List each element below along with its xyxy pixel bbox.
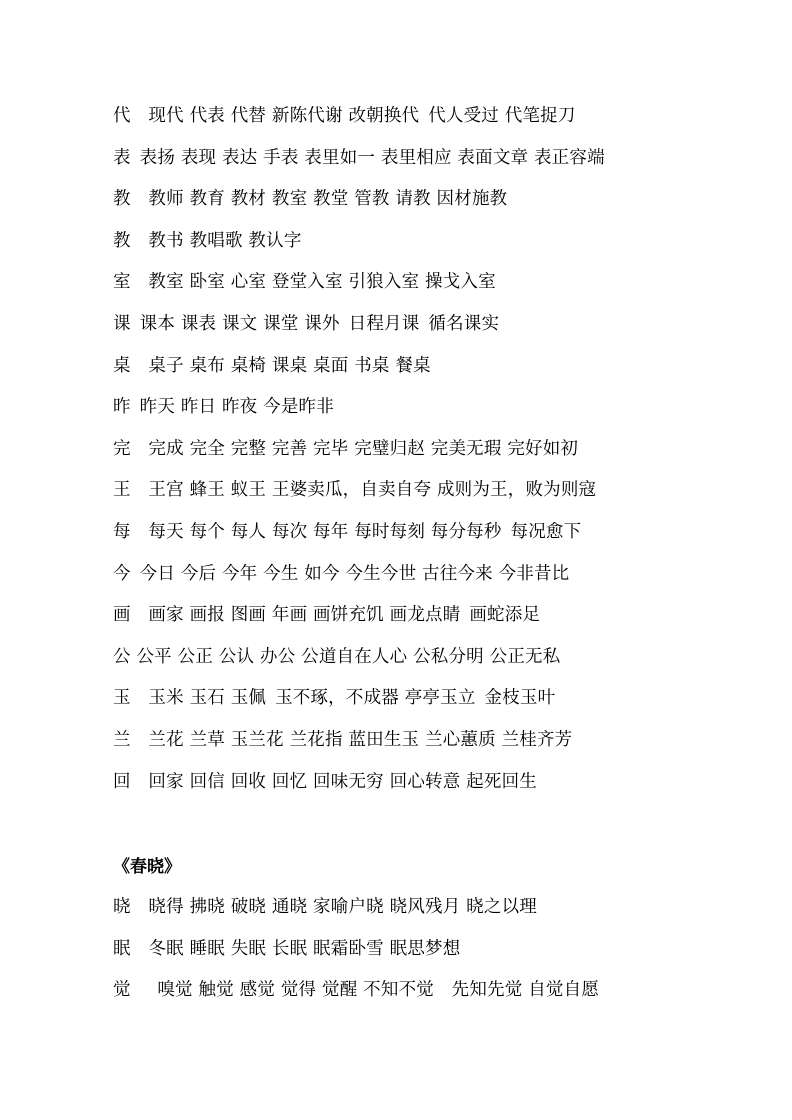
vocabulary-line: 王 王宫 蜂王 蚁王 王婆卖瓜，自卖自夸 成则为王，败为则寇 xyxy=(113,480,597,501)
vocabulary-line: 代 现代 代表 代替 新陈代谢 改朝换代 代人受过 代笔捉刀 xyxy=(113,106,576,126)
vocabulary-line: 玉 玉米 玉石 玉佩 玉不琢，不成器 亭亭玉立 金枝玉叶 xyxy=(113,688,556,709)
vocabulary-line: 表 表扬 表现 表达 手表 表里如一 表里相应 表面文章 表正容端 xyxy=(113,147,605,168)
vocabulary-line: 兰 兰花 兰草 玉兰花 兰花指 蓝田生玉 兰心蕙质 兰桂齐芳 xyxy=(113,729,573,750)
vocabulary-line: 晓 晓得 拂晓 破晓 通晓 家喻户晓 晓风残月 晓之以理 xyxy=(113,897,537,918)
section-heading-chunxiao: 《春晓》 xyxy=(113,857,181,878)
vocabulary-line: 每 每天 每个 每人 每次 每年 每时每刻 每分每秒 每况愈下 xyxy=(113,521,582,542)
vocabulary-section-one xyxy=(113,96,713,803)
vocabulary-line: 觉 嗅觉 触觉 感觉 觉得 觉醒 不知不觉 先知先觉 自觉自愿 xyxy=(113,980,600,1001)
vocabulary-line: 眠 冬眠 睡眠 失眠 长眠 眠霜卧雪 眠思梦想 xyxy=(113,938,461,959)
section-spacer xyxy=(113,803,713,847)
vocabulary-line: 画 画家 画报 图画 年画 画饼充饥 画龙点睛 画蛇添足 xyxy=(113,605,541,626)
vocabulary-section-two xyxy=(113,847,713,1012)
vocabulary-line: 室 教室 卧室 心室 登堂入室 引狼入室 操戈入室 xyxy=(113,272,496,293)
vocabulary-line: 课 课本 课表 课文 课堂 课外 日程月课 循名课实 xyxy=(113,313,500,334)
document-body xyxy=(113,96,713,1012)
vocabulary-line: 昨 昨天 昨日 昨夜 今是昨非 xyxy=(113,397,334,418)
vocabulary-line: 桌 桌子 桌布 桌椅 课桌 桌面 书桌 餐桌 xyxy=(113,355,431,376)
vocabulary-line: 回 回家 回信 回收 回忆 回味无穷 回心转意 起死回生 xyxy=(113,771,537,792)
vocabulary-line: 教 教书 教唱歌 教认字 xyxy=(113,230,302,251)
vocabulary-line: 完 完成 完全 完整 完善 完毕 完璧归赵 完美无瑕 完好如初 xyxy=(113,438,579,459)
vocabulary-line: 教 教师 教育 教材 教室 教堂 管教 请教 因材施教 xyxy=(113,189,508,210)
vocabulary-line: 今 今日 今后 今年 今生 如今 今生今世 古往今来 今非昔比 xyxy=(113,563,570,584)
vocabulary-line: 公 公平 公正 公认 办公 公道自在人心 公私分明 公正无私 xyxy=(113,646,561,667)
